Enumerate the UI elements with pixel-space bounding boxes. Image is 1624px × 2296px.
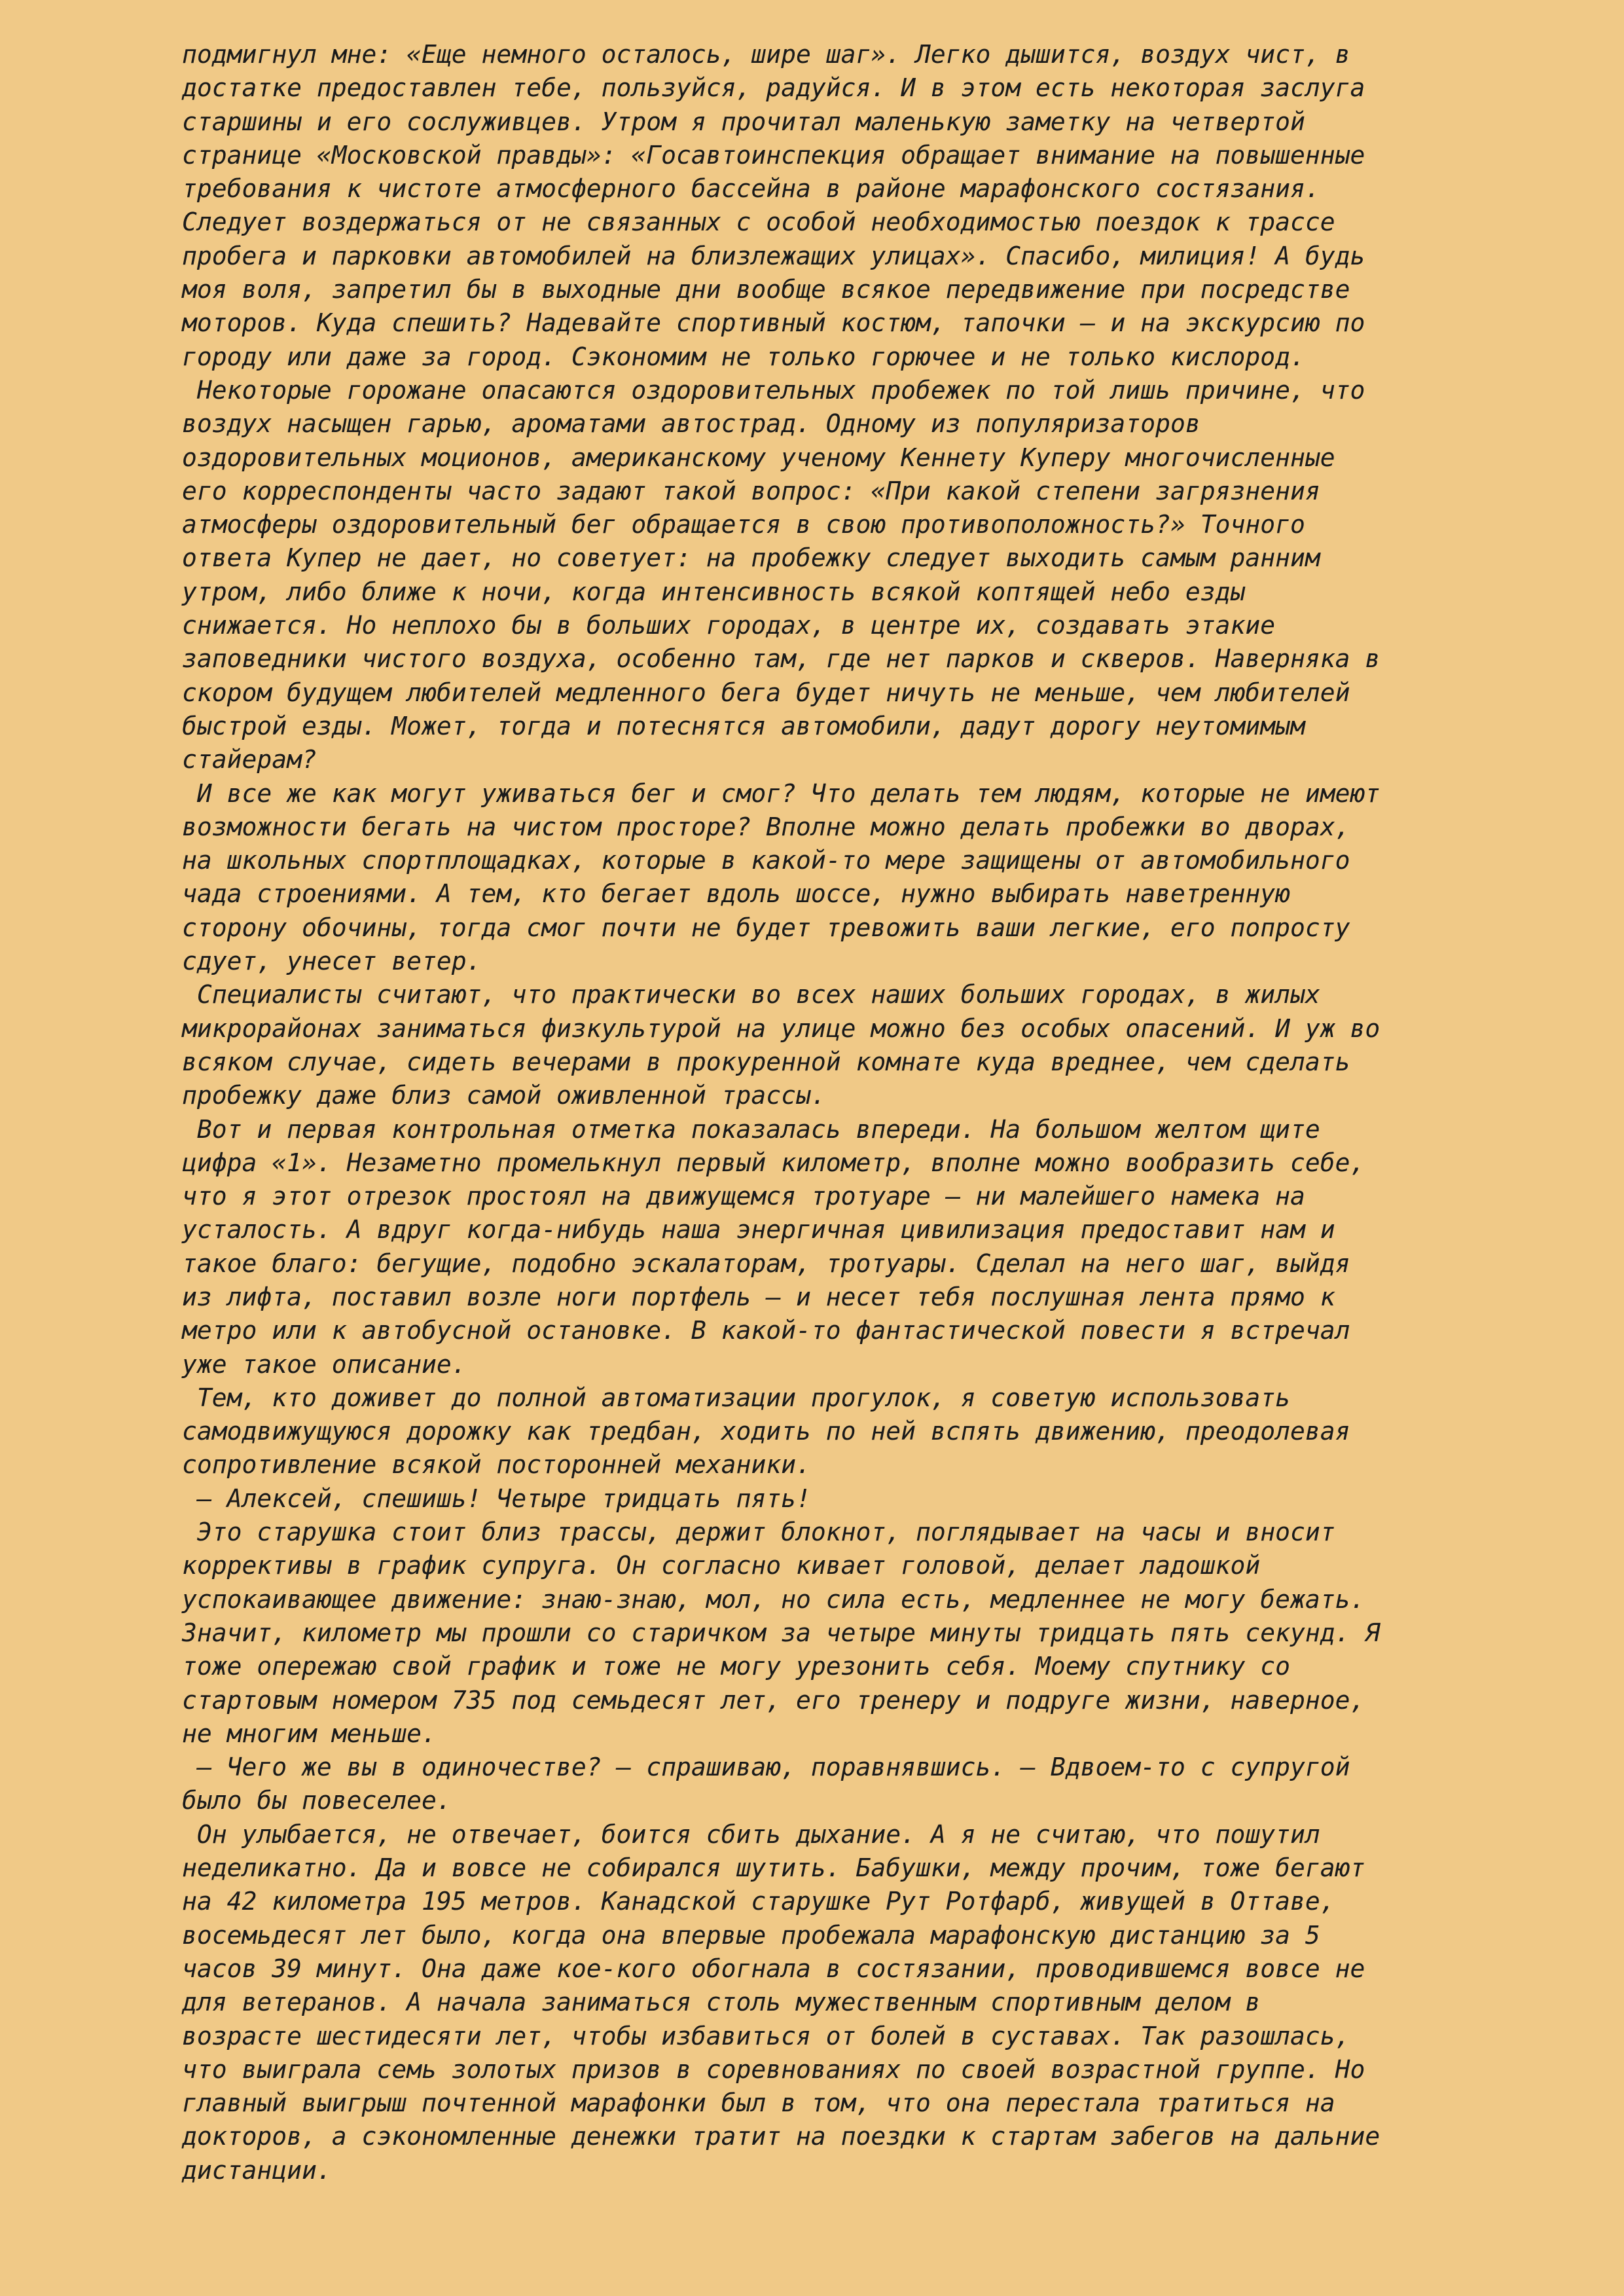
text-line: докторов, а сэкономленные денежки тратит на поездки к стартам забегов на дальние: [182, 2122, 1380, 2151]
text-line: было бы повеселее.: [182, 1786, 452, 1815]
text-line: – Алексей, спешишь! Четыре тридцать пять!: [182, 1484, 811, 1513]
text-line: требования к чистоте атмосферного бассейна в районе марафонского состязания.: [182, 174, 1320, 204]
text-line: на школьных спортплощадках, которые в какой-то мере защищены от автомобильного: [182, 846, 1350, 875]
text-line: сторону обочины, тогда смог почти не будет тревожить ваши легкие, его попросту: [182, 913, 1350, 942]
text-line: на 42 километра 195 метров. Канадской старушке Рут Ротфарб, живущей в Оттаве,: [182, 1887, 1335, 1916]
text-line: коррективы в график супруга. Он согласно кивает головой, делает ладошкой: [182, 1551, 1261, 1580]
text-line: подмигнул мне: «Еще немного осталось, шире шаг». Легко дышится, воздух чист, в: [182, 40, 1350, 69]
text-line: городу или даже за город. Сэкономим не только горючее и не только кислород.: [182, 342, 1305, 371]
text-line: И все же как могут уживаться бег и смог? Что делать тем людям, которые не имеют: [182, 778, 1380, 808]
text-line: успокаивающее движение: знаю-знаю, мол, но сила есть, медленнее не могу бежать.: [182, 1584, 1365, 1614]
text-line: Это старушка стоит близ трассы, держит блокнот, поглядывает на часы и вносит: [182, 1518, 1335, 1547]
text-line: странице «Московской правды»: «Госавтоинспекция обращает внимание на повышенные: [182, 140, 1365, 170]
text-line: утром, либо ближе к ночи, когда интенсивность всякой коптящей небо езды: [182, 577, 1246, 606]
text-line: Следует воздержаться от не связанных с особой необходимостью поездок к трассе: [182, 208, 1335, 237]
text-line: моторов. Куда спешить? Надевайте спортивный костюм, тапочки – и на экскурсию по: [182, 308, 1365, 338]
text-line: атмосферы оздоровительный бег обращается в свою противоположность?» Точного: [182, 510, 1305, 539]
text-line: моя воля, запретил бы в выходные дни вообще всякое передвижение при посредстве: [182, 275, 1350, 304]
text-line: быстрой езды. Может, тогда и потеснятся автомобили, дадут дорогу неутомимым: [182, 711, 1305, 740]
text-line: что выиграла семь золотых призов в соревнованиях по своей возрастной группе. Но: [182, 2054, 1365, 2084]
text-line: главный выигрыш почтенной марафонки был в том, что она перестала тратиться на: [182, 2088, 1335, 2118]
text-line: старшины и его сослуживцев. Утром я прочитал маленькую заметку на четвертой: [182, 107, 1305, 136]
text-line: возрасте шестидесяти лет, чтобы избавиться от болей в суставах. Так разошлась,: [182, 2021, 1350, 2050]
text-line: Специалисты считают, что практически во всех наших больших городах, в жилых: [182, 980, 1320, 1010]
text-line: сопротивление всякой посторонней механики.: [182, 1450, 811, 1480]
text-line: цифра «1». Незаметно промелькнул первый километр, вполне можно вообразить себе,: [182, 1148, 1365, 1177]
text-line: для ветеранов. А начала заниматься столь мужественным спортивным делом в: [182, 1988, 1261, 2017]
text-line: Тем, кто доживет до полной автоматизации прогулок, я советую использовать: [182, 1383, 1290, 1412]
text-line: оздоровительных моционов, американскому ученому Кеннету Куперу многочисленные: [182, 443, 1335, 472]
text-line: Значит, километр мы прошли со старичком за четыре минуты тридцать пять секунд. Я: [182, 1618, 1380, 1647]
text-line: воздух насыщен гарью, ароматами автострад. Одному из популяризаторов: [182, 409, 1200, 439]
text-line: пробежку даже близ самой оживленной трассы.: [182, 1081, 826, 1110]
text-line: стартовым номером 735 под семьдесят лет, его тренеру и подруге жизни, наверное,: [182, 1685, 1365, 1715]
text-line: уже такое описание.: [182, 1349, 467, 1379]
text-line: метро или к автобусной остановке. В какой-то фантастической повести я встречал: [182, 1316, 1350, 1345]
text-line: из лифта, поставил возле ноги портфель – и несет тебя послушная лента прямо к: [182, 1282, 1335, 1311]
text-line: не многим меньше.: [182, 1719, 437, 1748]
text-line: дистанции.: [182, 2155, 332, 2185]
text-line: пробега и парковки автомобилей на близлежащих улицах». Спасибо, милиция! А будь: [182, 241, 1365, 270]
text-line: часов 39 минут. Она даже кое-кого обогнала в состязании, проводившемся вовсе не: [182, 1954, 1365, 1983]
document-page: [182, 38, 1465, 2187]
text-line: снижается. Но неплохо бы в больших городах, в центре их, создавать этакие: [182, 611, 1276, 640]
text-line: чада строениями. А тем, кто бегает вдоль шоссе, нужно выбирать наветренную: [182, 879, 1290, 909]
text-line: – Чего же вы в одиночестве? – спрашиваю, поравнявшись. – Вдвоем-то с супругой: [182, 1753, 1350, 1782]
text-line: Вот и первая контрольная отметка показалась впереди. На большом желтом щите: [182, 1114, 1320, 1144]
text-line: Некоторые горожане опасаются оздоровительных пробежек по той лишь причине, что: [182, 375, 1365, 405]
text-line: стайерам?: [182, 745, 317, 774]
text-line: тоже опережаю свой график и тоже не могу урезонить себя. Моему спутнику со: [182, 1652, 1290, 1681]
text-line: сдует, унесет ветер.: [182, 947, 482, 976]
text-line: самодвижущуюся дорожку как тредбан, ходить по ней вспять движению, преодолевая: [182, 1417, 1350, 1446]
text-line: микрорайонах заниматься физкультурой на улице можно без особых опасений. И уж во: [182, 1013, 1380, 1043]
text-line: такое благо: бегущие, подобно эскалаторам, тротуары. Сделал на него шаг, выйдя: [182, 1248, 1350, 1278]
text-line: восемьдесят лет было, когда она впервые пробежала марафонскую дистанцию за 5: [182, 1920, 1320, 1950]
text-line: возможности бегать на чистом просторе? Вполне можно делать пробежки во дворах,: [182, 812, 1350, 841]
text-line: всяком случае, сидеть вечерами в прокуренной комнате куда вреднее, чем сделать: [182, 1047, 1350, 1076]
text-line: достатке предоставлен тебе, пользуйся, радуйся. И в этом есть некоторая заслуга: [182, 73, 1365, 103]
text-line: усталость. А вдруг когда-нибудь наша энергичная цивилизация предоставит нам и: [182, 1215, 1335, 1245]
text-line: его корреспонденты часто задают такой вопрос: «При какой степени загрязнения: [182, 476, 1320, 505]
text-line: Он улыбается, не отвечает, боится сбить дыхание. А я не считаю, что пошутил: [182, 1819, 1320, 1849]
text-line: скором будущем любителей медленного бега будет ничуть не меньше, чем любителей: [182, 678, 1350, 707]
text-line: неделикатно. Да и вовсе не собирался шутить. Бабушки, между прочим, тоже бегают: [182, 1853, 1365, 1883]
text-line: заповедники чистого воздуха, особенно там, где нет парков и скверов. Наверняка в: [182, 644, 1380, 674]
text-line: ответа Купер не дает, но советует: на пробежку следует выходить самым ранним: [182, 543, 1320, 573]
text-line: что я этот отрезок простоял на движущемся тротуаре – ни малейшего намека на: [182, 1182, 1305, 1211]
